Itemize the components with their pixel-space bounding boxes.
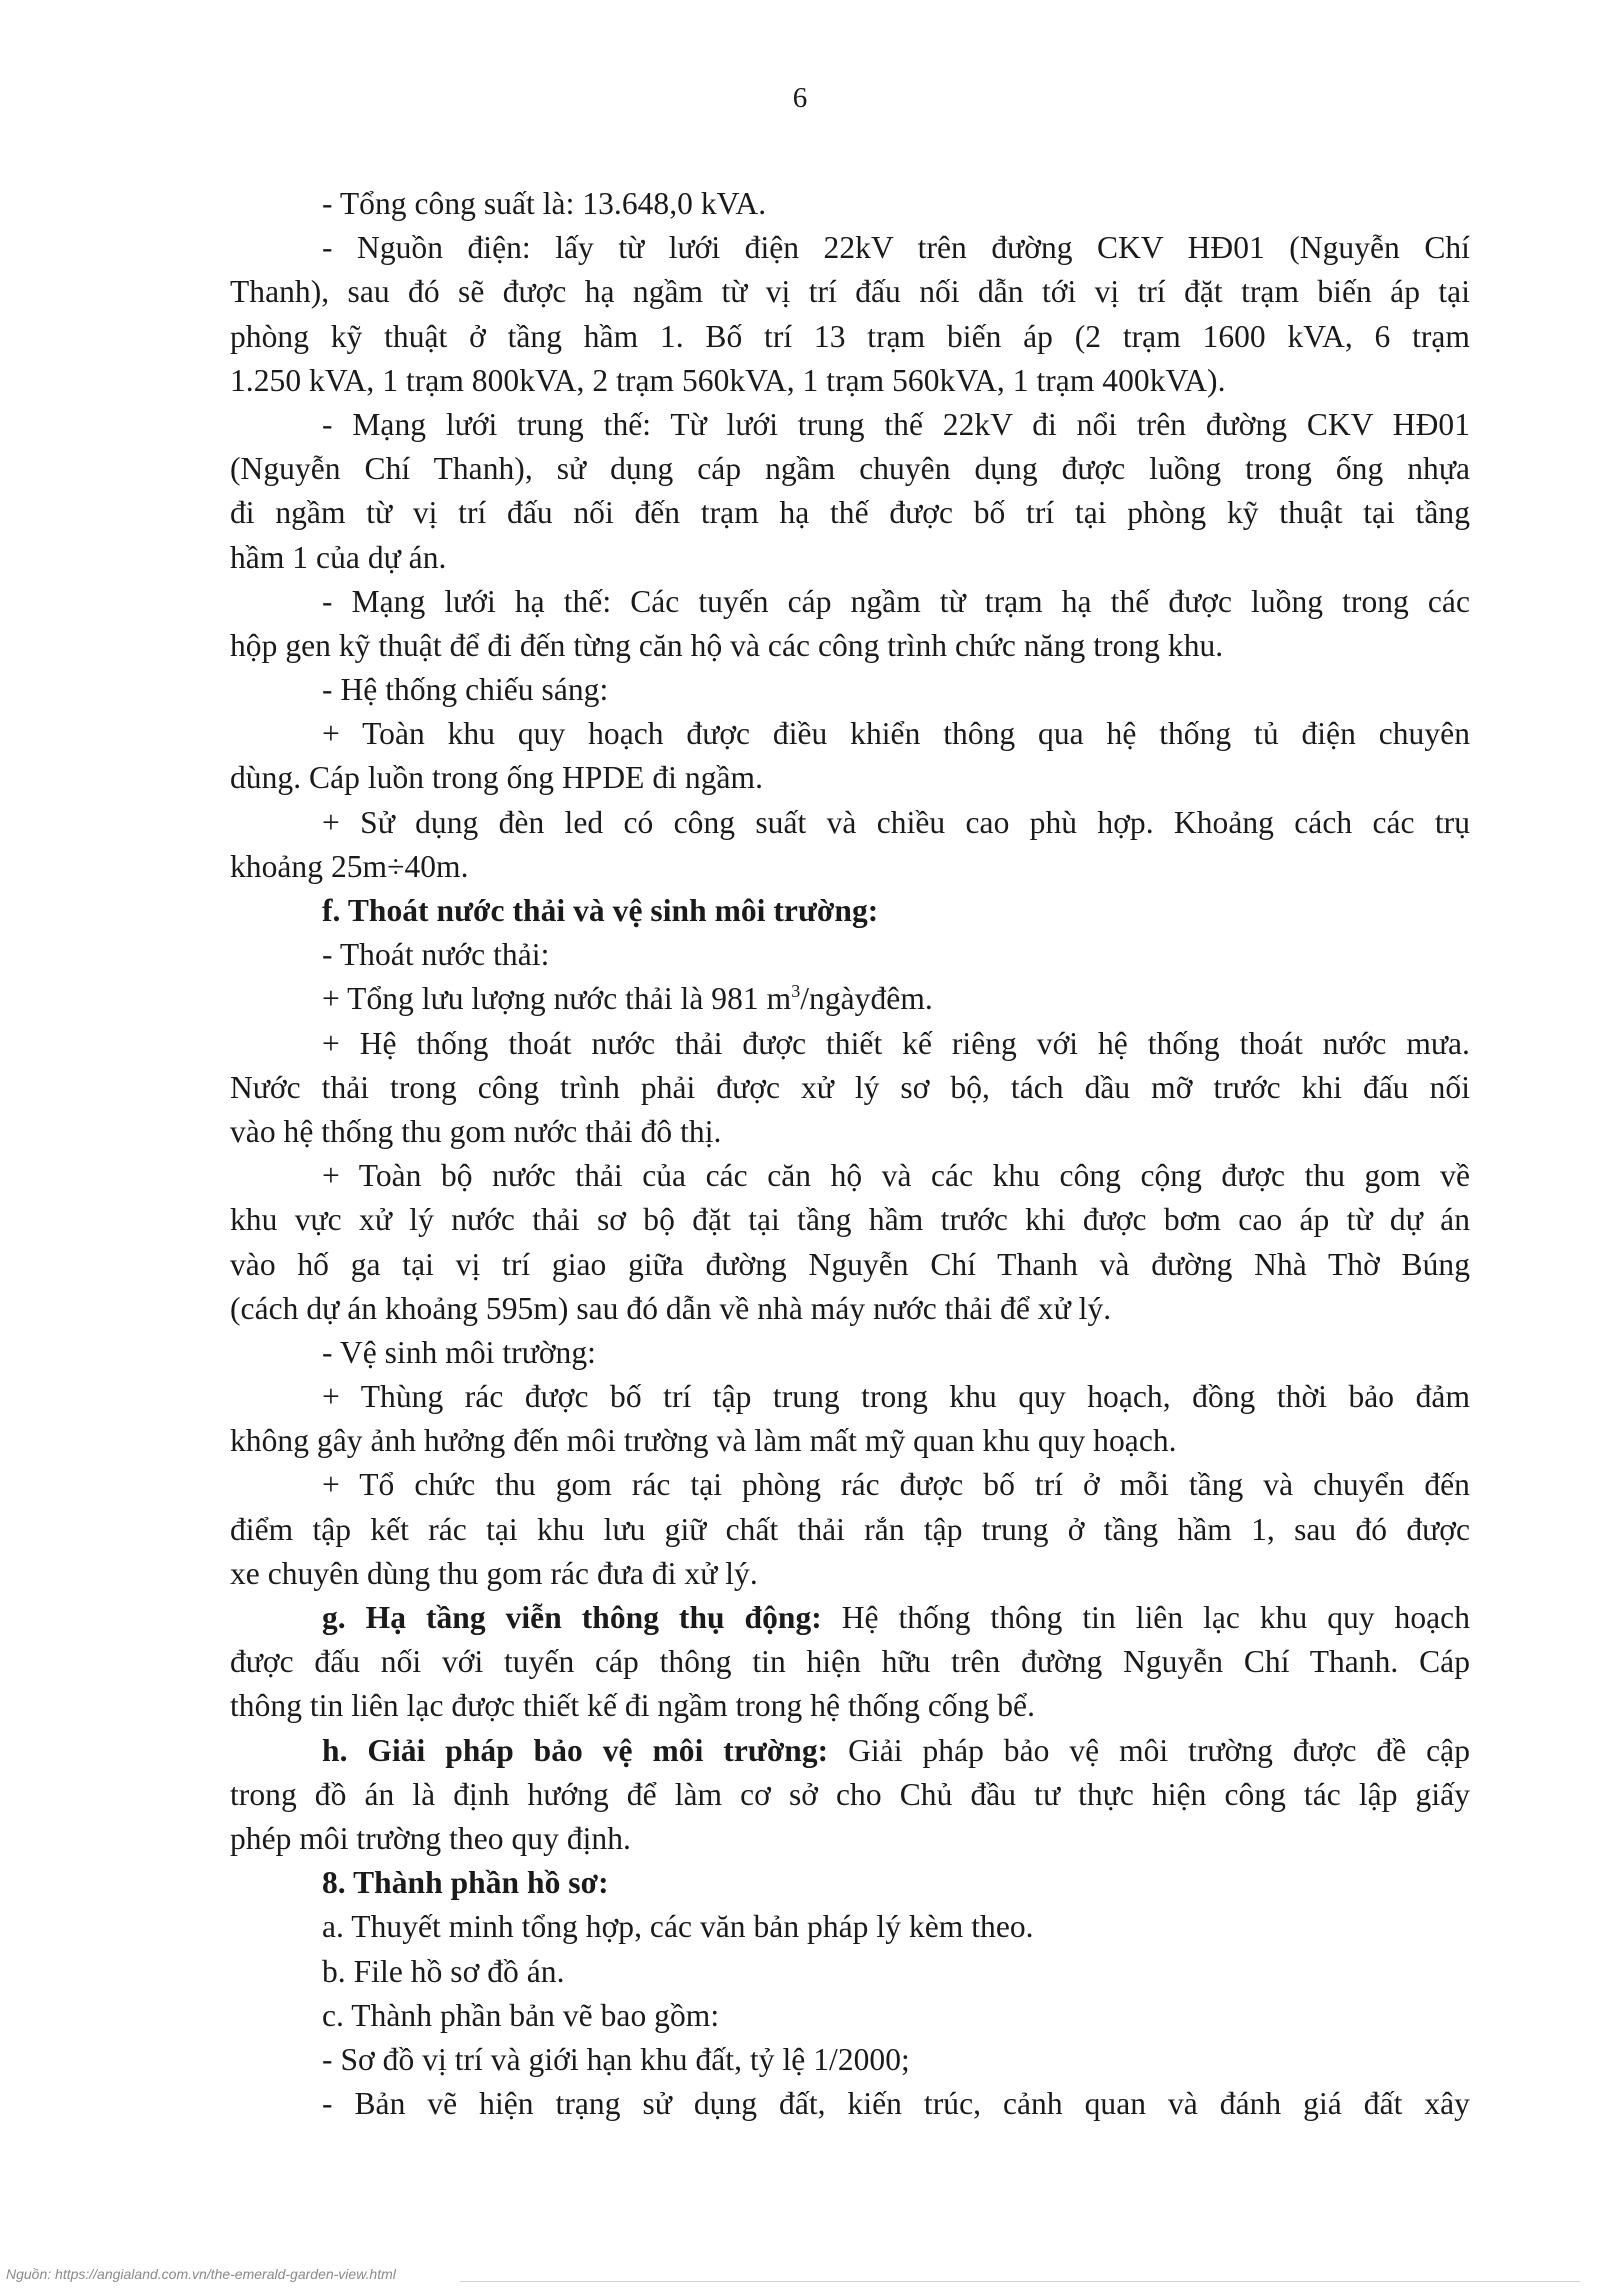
text-line — [230, 1729, 1470, 1773]
text-line — [230, 536, 1470, 580]
line-text: được đấu nối với tuyến cáp thông tin hiện hữu trên đường Nguyễn Chí Thanh. Cáp — [230, 1644, 1470, 1680]
text-line — [230, 182, 1470, 226]
text-line — [230, 624, 1470, 668]
inline-heading: h. Giải pháp bảo vệ môi trường: — [322, 1732, 829, 1768]
line-text: điểm tập kết rác tại khu lưu giữ chất thải rắn tập trung ở tầng hầm 1, sau đó được — [230, 1511, 1470, 1547]
text-line — [230, 1950, 1470, 1994]
line-text: dùng. Cáp luồn trong ống HPDE đi ngầm. — [230, 760, 764, 796]
text-line — [230, 1022, 1470, 1066]
line-text: - Mạng lưới trung thế: Từ lưới trung thế 22kV đi nổi trên đường CKV HĐ01 — [322, 406, 1470, 442]
text-line — [230, 1994, 1470, 2038]
line-text: khoảng 25m÷40m. — [230, 848, 469, 884]
text-line — [230, 1861, 1470, 1905]
text-line — [230, 1463, 1470, 1507]
line-text: trong đồ án là định hướng để làm cơ sở cho Chủ đầu tư thực hiện công tác lập giấy — [230, 1776, 1470, 1812]
text-line — [230, 1773, 1470, 1817]
text-line — [230, 845, 1470, 889]
text-line — [230, 1331, 1470, 1375]
line-text: xe chuyên dùng thu gom rác đưa đi xử lý. — [230, 1555, 758, 1591]
text-line — [230, 491, 1470, 535]
line-text: đi ngầm từ vị trí đấu nối đến trạm hạ thế được bố trí tại phòng kỹ thuật tại tầng — [230, 495, 1470, 531]
text-line — [230, 1154, 1470, 1198]
page-number: 6 — [792, 82, 808, 114]
line-text: vào hố ga tại vị trí giao giữa đường Nguyễn Chí Thanh và đường Nhà Thờ Búng — [230, 1246, 1470, 1282]
line-text: b. File hồ sơ đồ án. — [322, 1953, 565, 1989]
line-text-tail: /ngàyđêm. — [800, 981, 933, 1017]
text-line — [230, 1905, 1470, 1949]
inline-heading: g. Hạ tầng viễn thông thụ động: — [322, 1600, 822, 1635]
line-text: phép môi trường theo quy định. — [230, 1820, 631, 1856]
line-text: - Hệ thống chiếu sáng: — [322, 672, 609, 708]
line-text: - Vệ sinh môi trường: — [322, 1334, 596, 1370]
line-text: - Nguồn điện: lấy từ lưới điện 22kV trên đường CKV HĐ01 (Nguyễn Chí — [322, 230, 1470, 266]
text-line — [230, 315, 1470, 359]
line-text: + Tổng lưu lượng nước thải là 981 m — [322, 981, 792, 1017]
text-line — [230, 1375, 1470, 1419]
line-text: - Sơ đồ vị trí và giới hạn khu đất, tỷ lệ 1/2000; — [322, 2041, 910, 2077]
text-line — [230, 1198, 1470, 1242]
text-line — [230, 756, 1470, 800]
line-text: không gây ảnh hưởng đến môi trường và làm mất mỹ quan khu quy hoạch. — [230, 1423, 1177, 1459]
footer-divider — [460, 2281, 1580, 2282]
line-text: - Bản vẽ hiện trạng sử dụng đất, kiến trúc, cảnh quan và đánh giá đất xây — [322, 2086, 1470, 2122]
text-line — [230, 1066, 1470, 1110]
text-line — [230, 403, 1470, 447]
line-text: - Tổng công suất là: 13.648,0 kVA. — [322, 186, 767, 221]
line-text: + Toàn khu quy hoạch được điều khiển thông qua hệ thống tủ điện chuyên — [322, 716, 1470, 752]
line-text: Hệ thống thông tin liên lạc khu quy hoạch — [821, 1600, 1470, 1635]
document-body — [230, 182, 1470, 2126]
line-text: phòng kỹ thuật ở tầng hầm 1. Bố trí 13 trạm biến áp (2 trạm 1600 kVA, 6 trạm — [230, 318, 1470, 354]
text-line — [230, 1684, 1470, 1728]
text-line — [230, 1419, 1470, 1463]
line-text: - Thoát nước thải: — [322, 937, 550, 973]
superscript: 3 — [791, 981, 801, 1002]
text-line — [230, 668, 1470, 712]
line-text: vào hệ thống thu gom nước thải đô thị. — [230, 1113, 722, 1149]
line-text: + Tổ chức thu gom rác tại phòng rác được bố trí ở mỗi tầng và chuyển đến — [322, 1467, 1470, 1503]
text-line — [230, 580, 1470, 624]
line-text: (Nguyễn Chí Thanh), sử dụng cáp ngầm chuyên dụng được luồng trong ống nhựa — [230, 451, 1470, 487]
text-line — [230, 801, 1470, 845]
text-line — [230, 359, 1470, 403]
text-line — [230, 1508, 1470, 1552]
line-text: Thanh), sau đó sẽ được hạ ngầm từ vị trí đấu nối dẫn tới vị trí đặt trạm biến áp tại — [230, 274, 1470, 310]
text-line — [230, 1243, 1470, 1287]
line-text: + Sử dụng đèn led có công suất và chiều cao phù hợp. Khoảng cách các trụ — [322, 804, 1470, 840]
text-line — [230, 1640, 1470, 1684]
line-text: a. Thuyết minh tổng hợp, các văn bản pháp lý kèm theo. — [322, 1909, 1034, 1945]
line-text: + Hệ thống thoát nước thải được thiết kế riêng với hệ thống thoát nước mưa. — [322, 1025, 1470, 1061]
text-line — [230, 1287, 1470, 1331]
line-text: thông tin liên lạc được thiết kế đi ngầm trong hệ thống cống bể. — [230, 1688, 1036, 1724]
line-text: 1.250 kVA, 1 trạm 800kVA, 2 trạm 560kVA, 1 trạm 560kVA, 1 trạm 400kVA). — [230, 362, 1226, 398]
line-text: + Thùng rác được bố trí tập trung trong khu quy hoạch, đồng thời bảo đảm — [322, 1379, 1470, 1415]
line-text: hộp gen kỹ thuật để đi đến từng căn hộ và các công trình chức năng trong khu. — [230, 627, 1224, 663]
text-line — [230, 712, 1470, 756]
text-line — [230, 226, 1470, 270]
text-line — [230, 447, 1470, 491]
line-text: c. Thành phần bản vẽ bao gồm: — [322, 1997, 720, 2033]
line-text: khu vực xử lý nước thải sơ bộ đặt tại tầng hầm trước khi được bơm cao áp từ dự án — [230, 1202, 1470, 1238]
line-text: Nước thải trong công trình phải được xử lý sơ bộ, tách dầu mỡ trước khi đấu nối — [230, 1069, 1470, 1105]
text-line — [230, 1817, 1470, 1861]
text-line — [230, 977, 1470, 1021]
text-line — [230, 1552, 1470, 1596]
line-text: hầm 1 của dự án. — [230, 539, 447, 575]
line-text: (cách dự án khoảng 595m) sau đó dẫn về nhà máy nước thải để xử lý. — [230, 1290, 1112, 1326]
text-line — [230, 1110, 1470, 1154]
text-line — [230, 270, 1470, 314]
section-heading: f. Thoát nước thải và vệ sinh môi trường: — [322, 893, 879, 928]
text-line — [230, 2038, 1470, 2082]
section-heading: 8. Thành phần hồ sơ: — [322, 1865, 609, 1901]
text-line — [230, 2082, 1470, 2126]
text-line — [230, 933, 1470, 977]
line-text: Giải pháp bảo vệ môi trường được đề cập — [828, 1732, 1470, 1768]
line-text: + Toàn bộ nước thải của các căn hộ và các khu công cộng được thu gom về — [322, 1158, 1470, 1194]
source-note: Nguồn: https://angialand.com.vn/the-emerald-garden-view.html — [6, 2266, 396, 2282]
text-line — [230, 889, 1470, 933]
line-text: - Mạng lưới hạ thế: Các tuyến cáp ngầm từ trạm hạ thế được luồng trong các — [322, 583, 1470, 619]
text-line — [230, 1596, 1470, 1640]
